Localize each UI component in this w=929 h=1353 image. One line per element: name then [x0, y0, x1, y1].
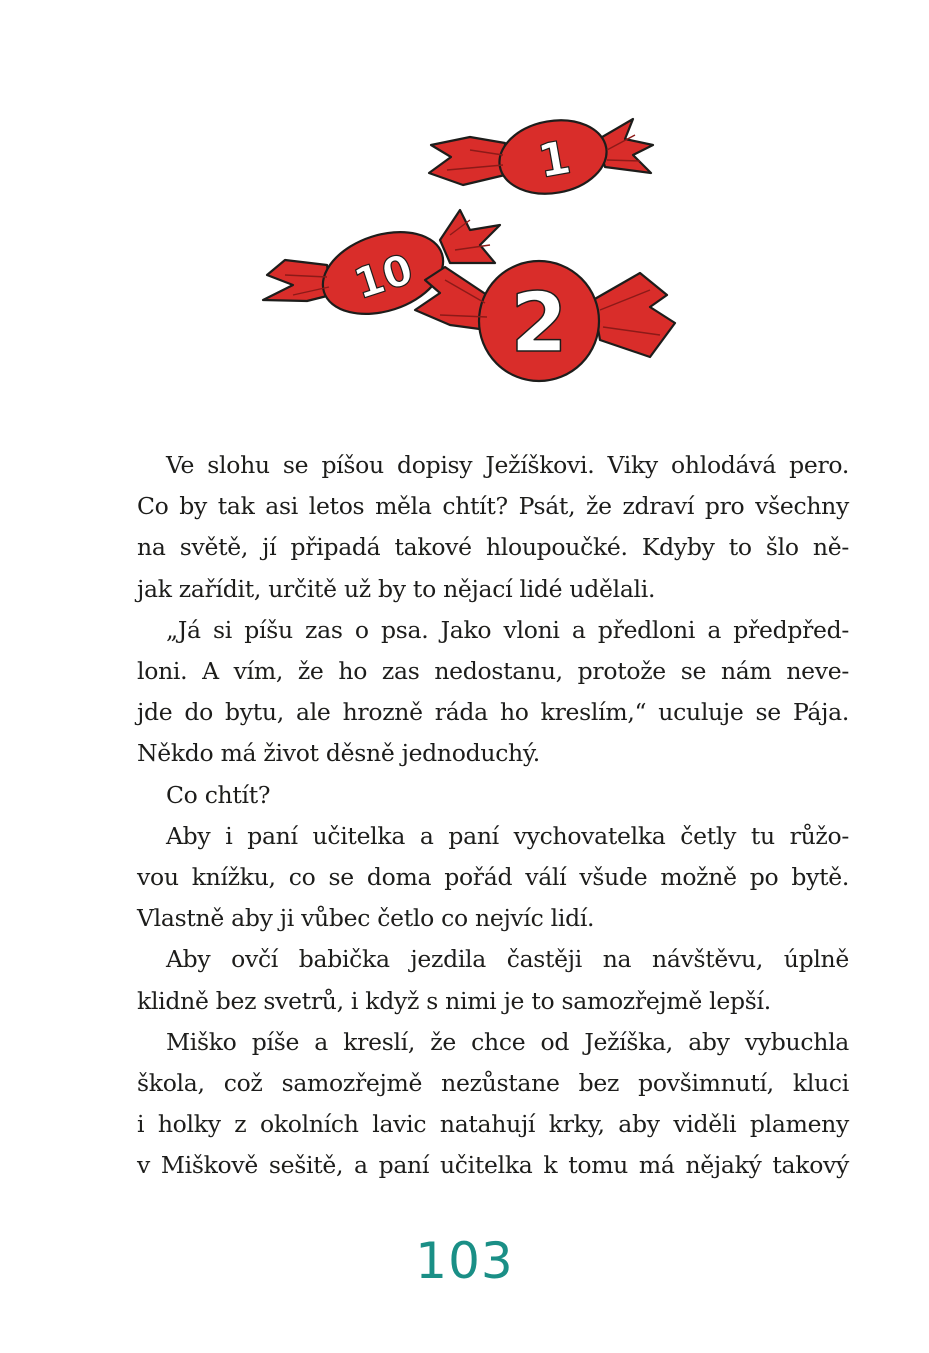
text-line: „Já si píšu zas o psa. Jako vloni a předloni a předpřed-	[166, 615, 849, 644]
text-line: jak zařídit, určitě už by to nějací lidé udělali.	[137, 574, 656, 603]
text-line: vou knížku, co se doma pořád válí všude možně po bytě.	[137, 863, 849, 892]
text-line: Vlastně aby ji vůbec četlo co nejvíc lidí.	[137, 904, 595, 933]
text-line: Aby ovčí babička jezdila častěji na návštěvu, úplně	[166, 945, 849, 974]
body-text	[137, 445, 849, 1187]
svg-text:2: 2	[510, 276, 568, 371]
text-line: Co chtít?	[166, 780, 271, 809]
candy-2-icon	[415, 261, 675, 381]
text-line: Ve slohu se píšou dopisy Ježíškovi. Viky ohlodává pero.	[166, 451, 849, 479]
text-line: klidně bez svetrů, i když s nimi je to samozřejmě lepší.	[137, 986, 771, 1015]
text-line: škola, což samozřejmě nezůstane bez povšimnutí, kluci	[137, 1069, 849, 1098]
text-line: jde do bytu, ale hrozně ráda ho kreslím,“ uculuje se Pája.	[137, 698, 849, 727]
candy-1-icon	[429, 112, 653, 202]
text-line: Miško píše a kreslí, že chce od Ježíška, aby vybuchla	[166, 1027, 849, 1056]
text-line: Aby i paní učitelka a paní vychovatelka četly tu růžo-	[166, 821, 849, 850]
text-line: loni. A vím, že ho zas nedostanu, protože se nám neve-	[137, 657, 849, 686]
text-line: na světě, jí připadá takové hloupoučké. Kdyby to šlo ně-	[137, 533, 849, 562]
candies-illustration	[255, 95, 685, 385]
text-line: Co by tak asi letos měla chtít? Psát, že zdraví pro všechny	[137, 492, 849, 521]
text-line: Někdo má život děsně jednoduchý.	[137, 739, 540, 768]
text-line: i holky z okolních lavic natahují krky, aby viděli plameny	[137, 1110, 849, 1139]
text-line: v Miškově sešitě, a paní učitelka k tomu má nějaký takový	[137, 1151, 849, 1180]
svg-text:1: 1	[533, 129, 575, 189]
svg-text:10: 10	[348, 244, 419, 309]
page-number: 103	[415, 1232, 514, 1290]
